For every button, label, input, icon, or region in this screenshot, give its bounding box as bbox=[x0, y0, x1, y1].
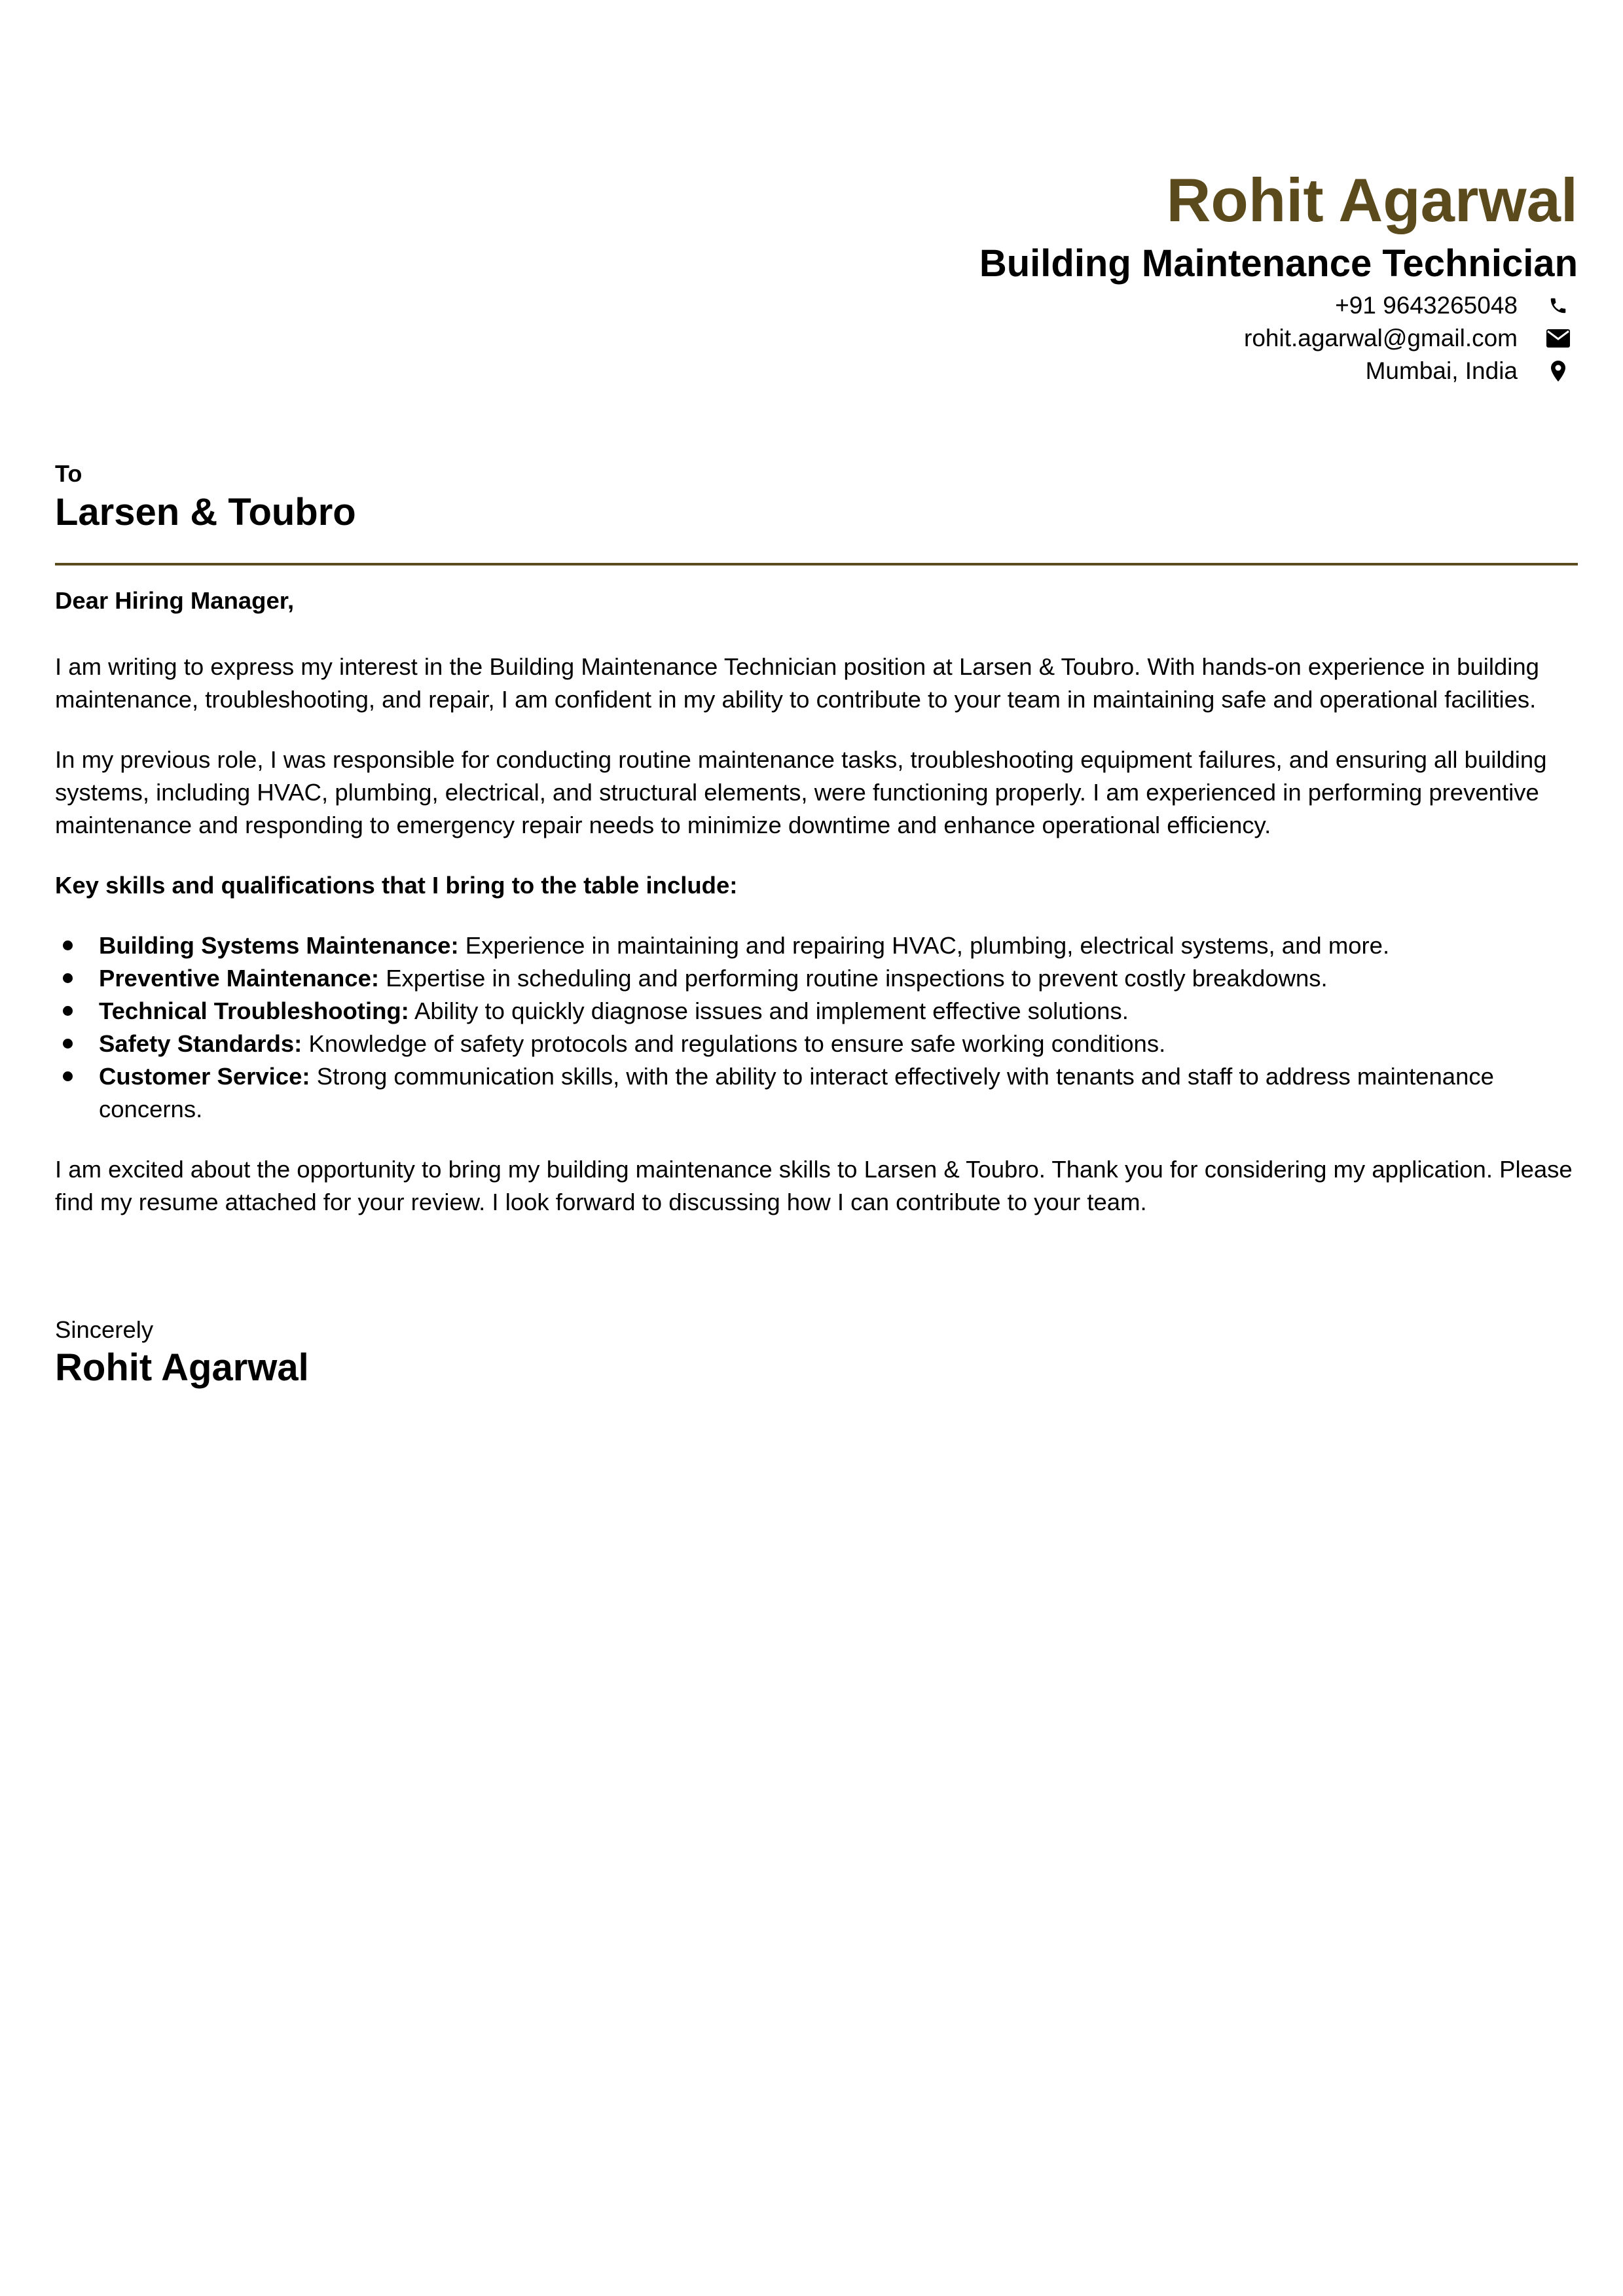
applicant-name: Rohit Agarwal bbox=[1166, 166, 1578, 234]
list-item bbox=[55, 962, 1578, 995]
job-title: Building Maintenance Technician bbox=[979, 242, 1578, 285]
map-marker-icon bbox=[1545, 358, 1571, 384]
skills-list bbox=[55, 929, 1578, 1126]
bullet-icon bbox=[63, 1006, 73, 1016]
bullet-icon bbox=[63, 1071, 73, 1081]
intro-paragraph: I am writing to express my interest in the Building Maintenance Technician position at Larsen & Toubro. With hands-on experience in building maintenance, troubleshooting, and repair, I am confident in my ability to contribute to your team in maintaining safe and operational facilities. bbox=[55, 653, 1539, 713]
contact-email bbox=[979, 322, 1578, 355]
phone-number: +91 9643265048 bbox=[1335, 292, 1518, 319]
skill-description: Knowledge of safety protocols and regulations to ensure safe working conditions. bbox=[308, 1030, 1166, 1057]
letter-header bbox=[979, 164, 1578, 387]
experience-paragraph: In my previous role, I was responsible for conducting routine maintenance tasks, troubleshooting equipment failures, and ensuring all building systems, including HVAC, plumbing, electrical, and structural elements, were functioning properly. I am experienced in performing preventive maintenance and responding to emergency repair needs to minimize downtime and enhance operational efficiency. bbox=[55, 746, 1547, 838]
skills-heading: Key skills and qualifications that I bring to the table include: bbox=[55, 872, 738, 899]
skill-name: Preventive Maintenance: bbox=[99, 965, 380, 992]
bullet-icon bbox=[63, 973, 73, 983]
skill-description: Ability to quickly diagnose issues and implement effective solutions. bbox=[414, 997, 1129, 1024]
closing-paragraph: I am excited about the opportunity to bring my building maintenance skills to Larsen & Toubro. Thank you for considering my application. Please find my resume attached for your review. I look forward to discussing how I can contribute to your team. bbox=[55, 1156, 1573, 1215]
recipient-company: Larsen & Toubro bbox=[55, 491, 356, 533]
letter-body bbox=[55, 584, 1578, 1246]
skill-name: Safety Standards: bbox=[99, 1030, 302, 1057]
email-address: rohit.agarwal@gmail.com bbox=[1244, 325, 1518, 351]
skill-name: Customer Service: bbox=[99, 1063, 310, 1090]
skill-description: Strong communication skills, with the ability to interact effectively with tenants and staff to address maintenance concerns. bbox=[99, 1063, 1494, 1122]
greeting: Dear Hiring Manager, bbox=[55, 587, 295, 614]
list-item bbox=[55, 995, 1578, 1028]
to-label: To bbox=[55, 460, 82, 487]
skill-description: Experience in maintaining and repairing HVAC, plumbing, electrical systems, and more. bbox=[465, 932, 1390, 959]
contact-location bbox=[979, 355, 1578, 387]
closing-salutation: Sincerely bbox=[55, 1316, 154, 1343]
bullet-icon bbox=[63, 941, 73, 950]
list-item bbox=[55, 1028, 1578, 1060]
envelope-icon bbox=[1545, 325, 1571, 351]
skill-name: Building Systems Maintenance: bbox=[99, 932, 459, 959]
location: Mumbai, India bbox=[1365, 357, 1518, 384]
header-divider bbox=[55, 563, 1578, 565]
contact-phone bbox=[979, 289, 1578, 322]
skill-description: Expertise in scheduling and performing routine inspections to prevent costly breakdowns. bbox=[386, 965, 1328, 992]
skill-name: Technical Troubleshooting: bbox=[99, 997, 409, 1024]
list-item bbox=[55, 1060, 1578, 1126]
cover-letter-page bbox=[55, 0, 1578, 2296]
list-item bbox=[55, 929, 1578, 962]
phone-icon bbox=[1545, 293, 1571, 319]
bullet-icon bbox=[63, 1039, 73, 1049]
signature-name: Rohit Agarwal bbox=[55, 1346, 309, 1389]
